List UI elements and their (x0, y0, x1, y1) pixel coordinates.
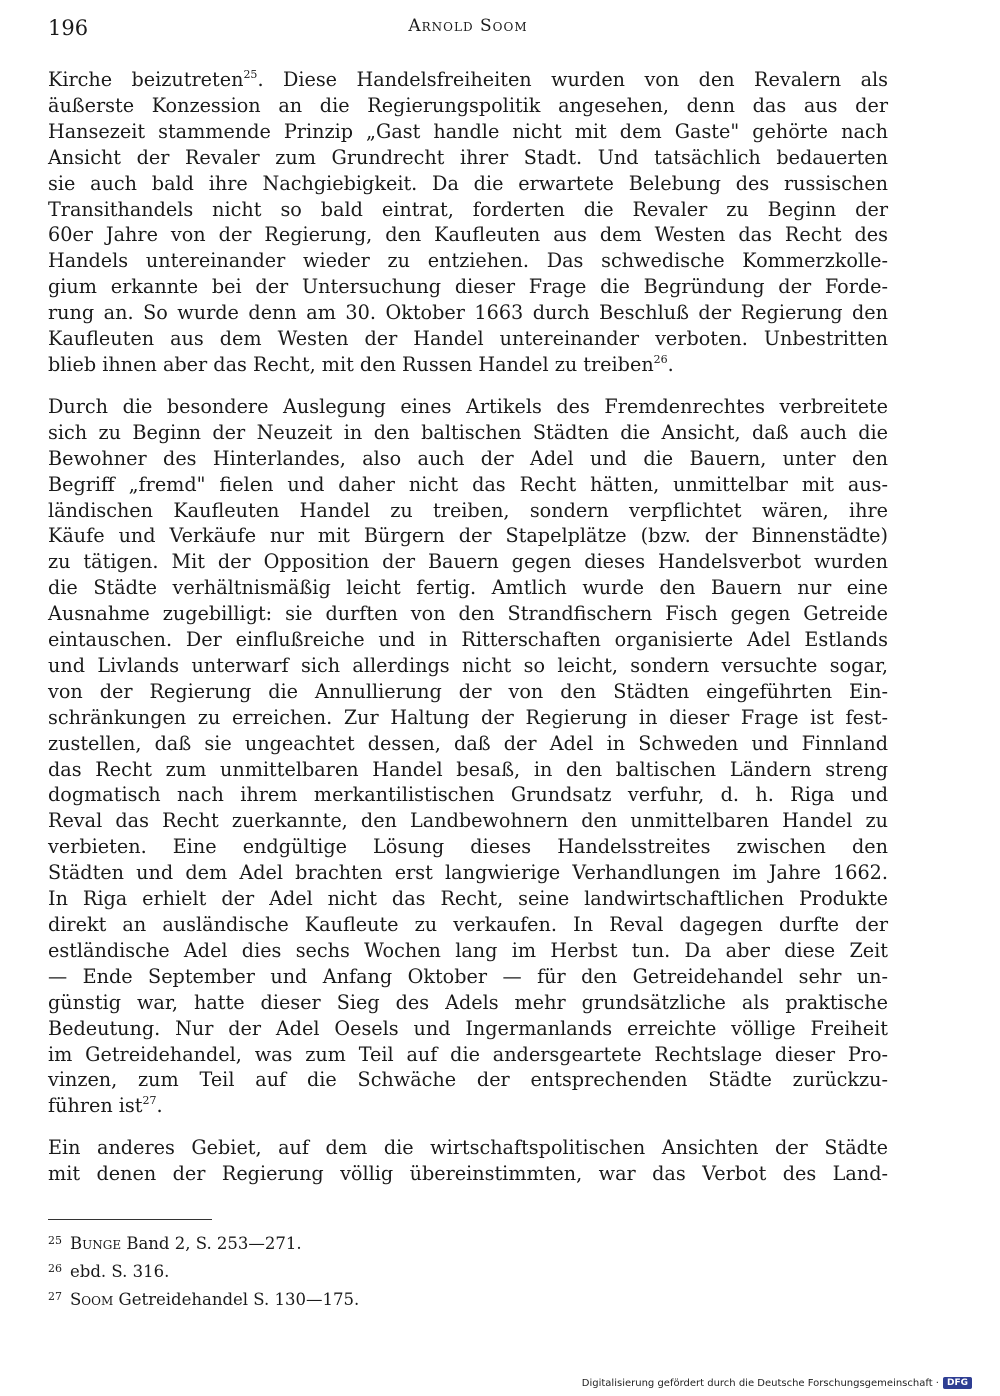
line-text: ländischen Kaufleuten Handel zu treiben, sondern verpflichtet wären, ihre (48, 498, 888, 522)
line-text: Hansezeit stammende Prinzip „Gast handle nicht mit dem Gaste" gehörte nach (48, 119, 888, 143)
line-text: sich zu Beginn der Neuzeit in den baltischen Städten die Ansicht, daß auch die (48, 420, 888, 444)
line-text: . Diese Handelsfreiheiten wurden von den Revalern als (257, 68, 888, 91)
text-line (48, 446, 888, 472)
footnote-marker[interactable]: 27 (142, 1094, 157, 1108)
line-text: die Städte verhältnismäßig leicht fertig. Amtlich wurde den Bauern nur eine (48, 576, 888, 600)
line-text: blieb ihnen aber das Recht, mit den Russen Handel zu treiben (48, 352, 654, 376)
footnote-marker[interactable]: 26 (653, 352, 668, 366)
line-text: von der Regierung die Annullierung der von den Städten eingeführten Ein- (48, 679, 888, 703)
line-text: Ansicht der Revaler zum Grundrecht ihrer Stadt. Und tatsächlich bedauerten (48, 145, 888, 169)
line-text: dogmatisch nach ihrem merkantilistischen Grundsatz verfuhr, d. h. Riga und (48, 783, 888, 807)
line-text: Käufe und Verkäufe nur mit Bürgern der Stapelplätze (bzw. der Binnenstädte) (48, 524, 888, 548)
line-text: . (667, 352, 674, 376)
line-text: das Recht zum unmittelbaren Handel besaß, in den baltischen Ländern streng (48, 757, 888, 781)
text-line (48, 222, 888, 248)
line-text: 60er Jahre von der Regierung, den Kaufleuten aus dem Westen das Recht des (48, 223, 888, 247)
text-line (48, 326, 888, 352)
footnote-rule (48, 1219, 212, 1220)
text-line (48, 394, 888, 420)
text-line (48, 145, 888, 171)
line-text: führen ist (48, 1094, 143, 1118)
running-head: Arnold Soom (408, 16, 528, 36)
footnote (48, 1284, 548, 1312)
text-line (48, 731, 888, 757)
text-line (48, 808, 888, 834)
text-line (48, 575, 888, 601)
footnote (48, 1256, 548, 1284)
text-line (48, 420, 888, 446)
line-text: Ausnahme zugebilligt: sie durften von den Strandfischern Fisch gegen Getreide (48, 602, 888, 626)
text-line (48, 352, 888, 378)
line-text: sie auch bald ihre Nachgiebigkeit. Da die erwartete Belebung des russischen (48, 171, 888, 195)
text-line (48, 1016, 888, 1042)
line-text: . (156, 1094, 163, 1118)
text-line (48, 912, 888, 938)
text-line (48, 886, 888, 912)
line-text: Bewohner des Hinterlandes, also auch der Adel und die Bauern, unter den (48, 446, 888, 470)
text-line (48, 274, 888, 300)
line-text: Durch die besondere Auslegung eines Artikels des Fremdenrechtes verbreitete (48, 394, 888, 418)
line-text: äußerste Konzession an die Regierungspolitik angesehen, denn das aus der (48, 93, 888, 117)
footnote-number: 26 (48, 1262, 62, 1275)
text-line (48, 1135, 888, 1161)
footnote-marker[interactable]: 25 (243, 68, 258, 81)
text-line (48, 1161, 888, 1187)
footnote-number: 25 (48, 1234, 62, 1247)
text-line (48, 171, 888, 197)
text-line (48, 300, 888, 326)
text-line (48, 472, 888, 498)
page-header (48, 16, 888, 46)
line-text: Kirche beizutreten (48, 68, 244, 91)
line-text: vinzen, zum Teil auf die Schwäche der entsprechenden Städte zurückzu- (48, 1068, 888, 1092)
text-line (48, 834, 888, 860)
paragraph (48, 1135, 888, 1187)
text-line (48, 197, 888, 223)
text-line (48, 1093, 888, 1119)
paragraph (48, 67, 888, 378)
text-line (48, 990, 888, 1016)
line-text: Reval das Recht zuerkannte, den Landbewohnern den unmittelbaren Handel zu (48, 809, 888, 833)
footnote-number: 27 (48, 1290, 62, 1303)
line-text: estländische Adel dies sechs Wochen lang im Herbst tun. Da aber diese Zeit (48, 938, 888, 962)
line-text: und Livlands unterwarf sich allerdings nicht so leicht, sondern versuchte sogar, (48, 653, 888, 677)
line-text: Handels untereinander wieder zu entziehen. Das schwedische Kommerzkolle- (48, 249, 888, 273)
text-line (48, 860, 888, 886)
text-line (48, 627, 888, 653)
footnote-author: Soom (70, 1290, 114, 1309)
line-text: — Ende September und Anfang Oktober — für den Getreidehandel sehr un- (48, 964, 888, 988)
line-text: In Riga erhielt der Adel nicht das Recht, seine landwirtschaftlichen Produkte (48, 887, 888, 911)
line-text: Kaufleuten aus dem Westen der Handel untereinander verboten. Unbestritten (48, 327, 888, 351)
dfg-logo-icon: DFG (943, 1377, 972, 1389)
text-line (48, 653, 888, 679)
text-line (48, 601, 888, 627)
text-line (48, 782, 888, 808)
line-text: Städten und dem Adel brachten erst langwierige Verhandlungen im Jahre 1662. (48, 861, 888, 885)
text-line (48, 248, 888, 274)
line-text: zu tätigen. Mit der Opposition der Bauern gegen dieses Handelsverbot wurden (48, 550, 888, 574)
text-line (48, 67, 888, 93)
text-line (48, 523, 888, 549)
page-number: 196 (48, 16, 89, 40)
text-line (48, 757, 888, 783)
line-text: mit denen der Regierung völlig übereinstimmten, war das Verbot des Land- (48, 1162, 888, 1186)
text-line (48, 705, 888, 731)
text-line (48, 1067, 888, 1093)
text-line (48, 1042, 888, 1068)
footnote-text: Band 2, S. 253—271. (121, 1234, 302, 1253)
line-text: zustellen, daß sie ungeachtet dessen, daß der Adel in Schweden und Finnland (48, 731, 888, 755)
line-text: eintauschen. Der einflußreiche und in Ritterschaften organisierte Adel Estlands (48, 628, 888, 652)
line-text: gium erkannte bei der Untersuchung dieser Frage die Begründung der Forde- (48, 275, 888, 299)
text-line (48, 549, 888, 575)
line-text: schränkungen zu erreichen. Zur Haltung der Regierung in dieser Frage ist fest- (48, 705, 888, 729)
line-text: direkt an ausländische Kaufleute zu verkaufen. In Reval dagegen durfte der (48, 913, 888, 936)
footnote-author: Bunge (70, 1234, 122, 1253)
footnote (48, 1228, 548, 1256)
text-line (48, 93, 888, 119)
footnote-text: Getreidehandel S. 130—175. (113, 1290, 360, 1309)
text-line (48, 964, 888, 990)
footnote-text: ebd. S. 316. (70, 1262, 170, 1281)
line-text: Ein anderes Gebiet, auf dem die wirtschaftspolitischen Ansichten der Städte (48, 1136, 888, 1160)
paragraph-gap (48, 378, 888, 394)
text-line (48, 938, 888, 964)
line-text: rung an. So wurde denn am 30. Oktober 1663 durch Beschluß der Regierung den (48, 301, 888, 325)
digitization-credit (582, 1377, 972, 1389)
line-text: verbieten. Eine endgültige Lösung dieses Handelsstreites zwischen den (48, 835, 888, 859)
credit-text: Digitalisierung gefördert durch die Deutsche Forschungsgemeinschaft · (581, 1377, 939, 1389)
line-text: im Getreidehandel, was zum Teil auf die andersgeartete Rechtslage dieser Pro- (48, 1042, 888, 1066)
text-line (48, 679, 888, 705)
paragraph (48, 394, 888, 1119)
paragraph-gap (48, 1119, 888, 1135)
body-text (48, 67, 888, 1187)
line-text: Bedeutung. Nur der Adel Oesels und Ingermanlands erreichte völlige Freiheit (48, 1016, 888, 1040)
line-text: Transithandels nicht so bald eintrat, forderten die Revaler zu Beginn der (48, 197, 888, 221)
line-text: günstig war, hatte dieser Sieg des Adels mehr grundsätzliche als praktische (48, 990, 888, 1014)
line-text: Begriff „fremd" fielen und daher nicht das Recht hätten, unmittelbar mit aus- (48, 472, 888, 496)
text-line (48, 498, 888, 524)
footnotes (48, 1228, 548, 1312)
text-line (48, 119, 888, 145)
